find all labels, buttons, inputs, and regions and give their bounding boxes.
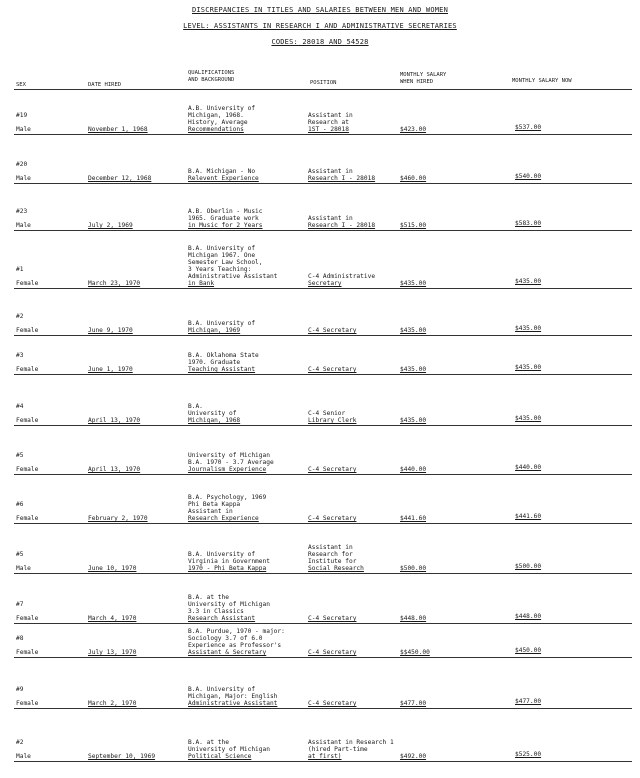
- text-line: University of: [188, 410, 237, 417]
- text-line: Sociology 3.7 of 6.0: [188, 635, 263, 642]
- record-id: [16, 112, 27, 119]
- row-rule: [14, 708, 632, 709]
- text-line: C-4 Secretary: [308, 649, 357, 656]
- text-line: Teaching Assistant: [188, 366, 256, 373]
- row-rule: [14, 623, 632, 624]
- text-line: Research at: [308, 119, 349, 126]
- text-line: C-4 Secretary: [308, 700, 357, 707]
- record-position: [308, 700, 356, 707]
- record-position: [308, 466, 356, 473]
- text-line: $537.00: [515, 124, 542, 131]
- text-line: 3 Years Teaching:: [188, 266, 252, 273]
- text-line: $448.00: [515, 613, 542, 620]
- text-line: at first): [308, 753, 342, 760]
- record-date-hired: [88, 327, 133, 334]
- record-date-hired: [88, 175, 151, 182]
- text-line: 1ST - 28018: [308, 126, 349, 133]
- record-qualifications: [188, 628, 285, 656]
- column-header-sex: [16, 82, 26, 89]
- record-salary-when-hired: [400, 515, 426, 522]
- text-line: June 9, 1970: [88, 327, 133, 334]
- text-line: $435.00: [400, 417, 427, 424]
- record-id: [16, 501, 23, 508]
- text-line: Male: [16, 175, 31, 182]
- text-line: Female: [16, 700, 39, 707]
- text-line: $441.60: [515, 513, 542, 520]
- text-line: Male: [16, 753, 31, 760]
- record-salary-now: [515, 415, 541, 422]
- row-rule: [14, 573, 632, 574]
- text-line: $441.60: [400, 515, 427, 522]
- text-line: $477.00: [400, 700, 427, 707]
- text-line: Assistant in: [308, 112, 353, 119]
- text-line: Assistant in Research 1: [308, 739, 394, 746]
- record-id: [16, 739, 23, 746]
- row-rule: [14, 657, 632, 658]
- text-line: June 10, 1970: [88, 565, 137, 572]
- record-salary-when-hired: [400, 175, 426, 182]
- text-line: $448.00: [400, 615, 427, 622]
- text-line: #7: [16, 601, 24, 608]
- record-qualifications: [188, 739, 270, 760]
- record-date-hired: [88, 649, 136, 656]
- text-line: March 2, 1970: [88, 700, 137, 707]
- row-rule: [14, 523, 632, 524]
- text-line: #19: [16, 112, 28, 119]
- record-date-hired: [88, 417, 140, 424]
- text-line: $440.00: [400, 466, 427, 473]
- record-date-hired: [88, 565, 136, 572]
- text-line: B.A. University of: [188, 686, 256, 693]
- record-id: [16, 403, 23, 410]
- record-sex: [16, 327, 38, 334]
- text-line: July 13, 1970: [88, 649, 137, 656]
- record-salary-now: [515, 513, 541, 520]
- text-line: Michigan, 1969: [188, 327, 241, 334]
- text-line: Recommendations: [188, 126, 244, 133]
- record-sex: [16, 222, 31, 229]
- record-salary-now: [515, 278, 541, 285]
- record-qualifications: [188, 551, 270, 572]
- text-line: $500.00: [515, 563, 542, 570]
- text-line: 1970. Graduate: [188, 359, 241, 366]
- row-rule: [14, 134, 632, 135]
- text-line: (hired Part-time: [308, 746, 368, 753]
- text-line: Male: [16, 126, 31, 133]
- text-line: University of Michigan: [188, 601, 270, 608]
- text-line: Assistant in: [308, 168, 353, 175]
- text-line: $515.00: [400, 222, 427, 229]
- record-date-hired: [88, 515, 148, 522]
- record-id: [16, 601, 23, 608]
- row-rule: [14, 761, 632, 762]
- document-title: DISCREPANCIES IN TITLES AND SALARIES BETWEEN MEN AND WOMEN: [191, 6, 449, 14]
- record-qualifications: [188, 452, 274, 473]
- text-line: Institute for: [308, 558, 357, 565]
- text-line: Research Assistant: [188, 615, 256, 622]
- text-line: $435.00: [515, 415, 542, 422]
- text-line: $500.00: [400, 565, 427, 572]
- record-qualifications: [188, 208, 263, 229]
- text-line: MONTHLY SALARY: [400, 72, 447, 78]
- record-salary-now: [515, 698, 541, 705]
- record-qualifications: [188, 105, 255, 133]
- text-line: April 13, 1970: [88, 466, 141, 473]
- text-line: Michigan, 1968.: [188, 112, 244, 119]
- text-line: B.A.: [188, 403, 203, 410]
- record-qualifications: [188, 168, 259, 182]
- text-line: in Music for 2 Years: [188, 222, 263, 229]
- record-date-hired: [88, 126, 148, 133]
- text-line: $$450.00: [400, 649, 430, 656]
- record-position: [308, 410, 356, 424]
- record-position: [308, 615, 356, 622]
- record-position: [308, 112, 353, 133]
- text-line: Virginia in Government: [188, 558, 270, 565]
- column-header-date-hired: [88, 82, 121, 89]
- record-salary-when-hired: [400, 280, 426, 287]
- text-line: $435.00: [400, 280, 427, 287]
- record-date-hired: [88, 615, 136, 622]
- record-salary-when-hired: [400, 615, 426, 622]
- text-line: Relevent Experience: [188, 175, 259, 182]
- text-line: 1965. Graduate work: [188, 215, 259, 222]
- text-line: QUALIFICATIONS: [188, 70, 235, 76]
- record-id: [16, 266, 23, 273]
- record-id: [16, 208, 27, 215]
- text-line: B.A. Psychology, 1969: [188, 494, 267, 501]
- record-sex: [16, 649, 38, 656]
- column-header-qualifications: [188, 70, 234, 83]
- text-line: Library Clerk: [308, 417, 357, 424]
- record-qualifications: [188, 352, 259, 373]
- record-qualifications: [188, 594, 270, 622]
- text-line: Female: [16, 280, 39, 287]
- text-line: Assistant & Secretary: [188, 649, 267, 656]
- record-salary-when-hired: [400, 417, 426, 424]
- text-line: Social Research: [308, 565, 364, 572]
- text-line: #4: [16, 403, 24, 410]
- record-sex: [16, 565, 31, 572]
- row-rule: [14, 288, 632, 289]
- text-line: Political Science: [188, 753, 252, 760]
- text-line: POSITION: [310, 80, 337, 86]
- record-qualifications: [188, 245, 277, 287]
- text-line: #2: [16, 739, 24, 746]
- text-line: B.A. University of: [188, 245, 256, 252]
- text-line: $450.00: [515, 647, 542, 654]
- row-rule: [14, 474, 632, 475]
- record-sex: [16, 366, 38, 373]
- row-rule: [14, 425, 632, 426]
- record-sex: [16, 515, 38, 522]
- text-line: February 2, 1970: [88, 515, 148, 522]
- text-line: Semester Law School,: [188, 259, 263, 266]
- text-line: C-4 Senior: [308, 410, 346, 417]
- text-line: Research Experience: [188, 515, 259, 522]
- text-line: Female: [16, 615, 39, 622]
- text-line: Secretary: [308, 280, 342, 287]
- text-line: A.B. University of: [188, 105, 256, 112]
- text-line: Administrative Assistant: [188, 700, 278, 707]
- text-line: September 10, 1969: [88, 753, 156, 760]
- text-line: March 4, 1970: [88, 615, 137, 622]
- text-line: B.A. University of: [188, 320, 256, 327]
- text-line: B.A. at the: [188, 594, 229, 601]
- text-line: Assistant in: [308, 544, 353, 551]
- text-line: Female: [16, 417, 39, 424]
- text-line: C-4 Secretary: [308, 366, 357, 373]
- text-line: C-4 Administrative: [308, 273, 376, 280]
- column-header-salary-when-hired: [400, 72, 446, 85]
- record-salary-when-hired: [400, 327, 426, 334]
- text-line: $460.00: [400, 175, 427, 182]
- record-salary-when-hired: [400, 649, 430, 656]
- text-line: Research I - 28018: [308, 175, 376, 182]
- text-line: in Bank: [188, 280, 215, 287]
- record-date-hired: [88, 366, 133, 373]
- record-salary-now: [515, 364, 541, 371]
- text-line: B.A. at the: [188, 739, 229, 746]
- text-line: History, Average: [188, 119, 248, 126]
- record-date-hired: [88, 222, 133, 229]
- record-position: [308, 739, 394, 760]
- record-salary-now: [515, 647, 541, 654]
- text-line: $435.00: [515, 278, 542, 285]
- text-line: University of Michigan: [188, 746, 270, 753]
- text-line: #2: [16, 313, 24, 320]
- record-id: [16, 161, 27, 168]
- text-line: Experience as Professor's: [188, 642, 282, 649]
- record-date-hired: [88, 700, 136, 707]
- record-date-hired: [88, 753, 155, 760]
- record-salary-when-hired: [400, 466, 426, 473]
- text-line: DATE HIRED: [88, 82, 122, 88]
- text-line: Female: [16, 649, 39, 656]
- text-line: AND BACKGROUND: [188, 76, 235, 83]
- record-salary-when-hired: [400, 753, 426, 760]
- text-line: $583.00: [515, 220, 542, 227]
- text-line: C-4 Secretary: [308, 615, 357, 622]
- text-line: B.A. University of: [188, 551, 256, 558]
- record-position: [308, 168, 375, 182]
- text-line: #6: [16, 501, 24, 508]
- text-line: SEX: [16, 82, 26, 88]
- text-line: $477.00: [515, 698, 542, 705]
- text-line: WHEN HIRED: [400, 78, 434, 85]
- text-line: April 13, 1970: [88, 417, 141, 424]
- text-line: $423.00: [400, 126, 427, 133]
- text-line: Female: [16, 327, 39, 334]
- record-qualifications: [188, 686, 277, 707]
- text-line: B.A. Purdue, 1970 - major:: [188, 628, 285, 635]
- text-line: Male: [16, 222, 31, 229]
- record-salary-now: [515, 325, 541, 332]
- text-line: A.B. Oberlin - Music: [188, 208, 263, 215]
- text-line: #3: [16, 352, 24, 359]
- text-line: B.A. Oklahoma State: [188, 352, 259, 359]
- text-line: Female: [16, 515, 39, 522]
- column-header-salary-now: [512, 78, 572, 85]
- text-line: C-4 Secretary: [308, 466, 357, 473]
- text-line: MONTHLY SALARY NOW: [512, 78, 572, 84]
- text-line: $435.00: [400, 327, 427, 334]
- text-line: Assistant in: [308, 215, 353, 222]
- record-id: [16, 313, 23, 320]
- row-rule: [14, 335, 632, 336]
- record-salary-now: [515, 464, 541, 471]
- text-line: Michigan, 1968: [188, 417, 241, 424]
- text-line: March 23, 1970: [88, 280, 141, 287]
- text-line: Michigan, Major: English: [188, 693, 278, 700]
- text-line: Research I - 28018: [308, 222, 376, 229]
- text-line: Female: [16, 466, 39, 473]
- record-id: [16, 551, 23, 558]
- text-line: Michigan 1967. One: [188, 252, 256, 259]
- record-sex: [16, 280, 38, 287]
- text-line: B.A. Michigan - No: [188, 168, 256, 175]
- text-line: C-4 Secretary: [308, 515, 357, 522]
- text-line: $440.00: [515, 464, 542, 471]
- record-qualifications: [188, 320, 255, 334]
- record-salary-now: [515, 751, 541, 758]
- codes-line: CODES: 28018 AND 54528: [271, 38, 369, 46]
- record-salary-now: [515, 563, 541, 570]
- record-position: [308, 366, 356, 373]
- text-line: July 2, 1969: [88, 222, 133, 229]
- record-sex: [16, 753, 31, 760]
- record-salary-when-hired: [400, 222, 426, 229]
- record-sex: [16, 615, 38, 622]
- record-id: [16, 686, 23, 693]
- record-id: [16, 635, 23, 642]
- text-line: $525.00: [515, 751, 542, 758]
- row-rule: [14, 183, 632, 184]
- record-qualifications: [188, 494, 266, 522]
- record-position: [308, 215, 375, 229]
- record-qualifications: [188, 403, 240, 424]
- text-line: #5: [16, 452, 24, 459]
- column-header-position: [310, 80, 337, 87]
- text-line: $435.00: [515, 325, 542, 332]
- row-rule: [14, 230, 632, 231]
- text-line: #5: [16, 551, 24, 558]
- text-line: Phi Beta Kappa: [188, 501, 241, 508]
- record-date-hired: [88, 466, 140, 473]
- record-id: [16, 352, 23, 359]
- record-salary-now: [515, 124, 541, 131]
- record-salary-when-hired: [400, 700, 426, 707]
- text-line: $435.00: [400, 366, 427, 373]
- record-position: [308, 327, 356, 334]
- text-line: Journalism Experience: [188, 466, 267, 473]
- row-rule: [14, 374, 632, 375]
- text-line: November 1, 1968: [88, 126, 148, 133]
- text-line: Research for: [308, 551, 353, 558]
- record-salary-now: [515, 613, 541, 620]
- record-position: [308, 273, 375, 287]
- text-line: 3.3 in Classics: [188, 608, 244, 615]
- record-salary-now: [515, 173, 541, 180]
- record-sex: [16, 175, 31, 182]
- text-line: $435.00: [515, 364, 542, 371]
- text-line: B.A. 1970 - 3.7 Average: [188, 459, 274, 466]
- level-line: LEVEL: ASSISTANTS IN RESEARCH I AND ADMINISTRATIVE SECRETARIES: [183, 22, 457, 30]
- text-line: Assistant in: [188, 508, 233, 515]
- text-line: June 1, 1970: [88, 366, 133, 373]
- text-line: C-4 Secretary: [308, 327, 357, 334]
- text-line: $492.00: [400, 753, 427, 760]
- record-id: [16, 452, 23, 459]
- text-line: $540.00: [515, 173, 542, 180]
- record-sex: [16, 466, 38, 473]
- text-line: #9: [16, 686, 24, 693]
- record-sex: [16, 700, 38, 707]
- record-salary-when-hired: [400, 126, 426, 133]
- record-position: [308, 515, 356, 522]
- text-line: Administrative Assistant: [188, 273, 278, 280]
- text-line: #8: [16, 635, 24, 642]
- text-line: #1: [16, 266, 24, 273]
- record-position: [308, 544, 364, 572]
- record-sex: [16, 417, 38, 424]
- record-sex: [16, 126, 31, 133]
- record-salary-when-hired: [400, 366, 426, 373]
- record-salary-now: [515, 220, 541, 227]
- text-line: Female: [16, 366, 39, 373]
- text-line: Male: [16, 565, 31, 572]
- text-line: #20: [16, 161, 28, 168]
- record-salary-when-hired: [400, 565, 426, 572]
- text-line: December 12, 1968: [88, 175, 152, 182]
- text-line: #23: [16, 208, 28, 215]
- record-date-hired: [88, 280, 140, 287]
- text-line: 1970 - Phi Beta Kappa: [188, 565, 267, 572]
- record-position: [308, 649, 356, 656]
- text-line: University of Michigan: [188, 452, 270, 459]
